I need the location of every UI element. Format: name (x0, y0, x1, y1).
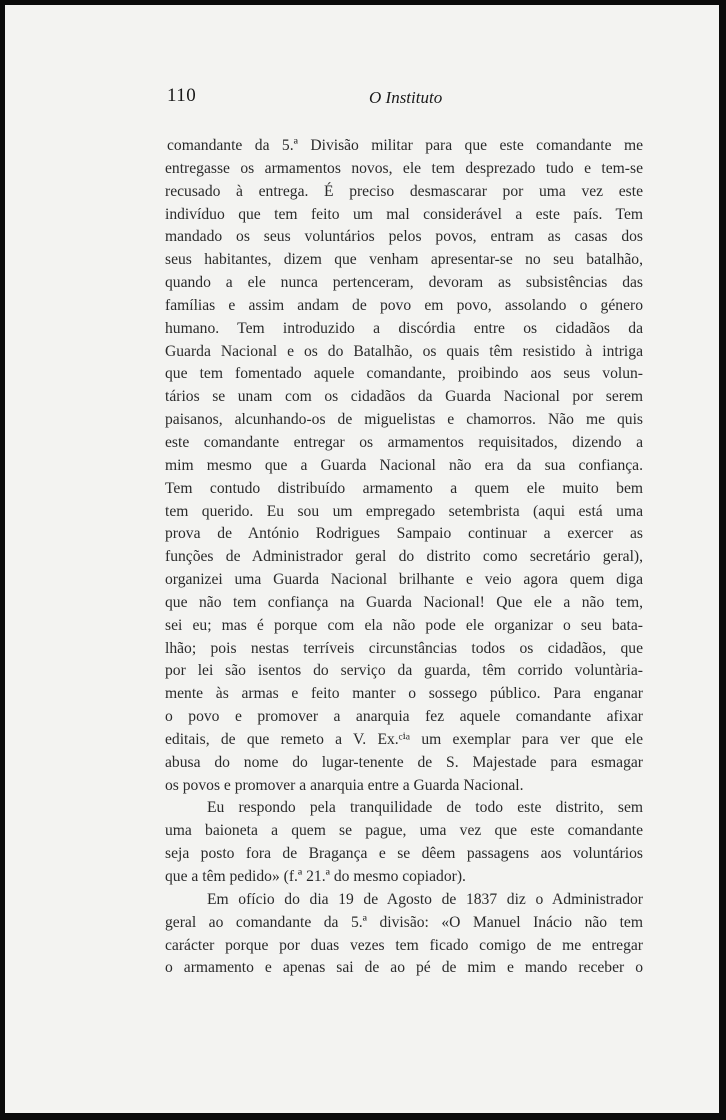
text-line: lhão; pois nestas terríveis circunstâncias todos os cidadãos, que (165, 639, 643, 657)
text-line: abusa do nome do lugar-tenente de S. Majestade para esmagar (165, 753, 643, 771)
page-number: 110 (167, 85, 197, 106)
text-line: geral ao comandante da 5.ª divisão: «O Manuel Inácio não tem (165, 913, 643, 931)
book-page (5, 5, 719, 1113)
text-line: comandante da 5.ª Divisão militar para que este comandante me (167, 137, 643, 154)
text-line: paisanos, alcunhando-os de miguelistas e chamorros. Não me quis (165, 411, 643, 429)
text-line: carácter porque por duas vezes tem ficado comigo de me entregar (165, 936, 643, 954)
text-line: seja posto fora de Bragança e se dêem passagens aos voluntários (165, 845, 643, 863)
text-line: que tem fomentado aquele comandante, proibindo aos seus volun- (165, 365, 643, 383)
text-line: funções de Administrador geral do distrito como secretário geral), (165, 548, 643, 566)
text-line: o povo e promover a anarquia fez aquele comandante afixar (165, 708, 643, 726)
text-line: sei eu; mas é porque com ela não pode ele organizar o seu bata- (165, 616, 643, 634)
text-line: organizei uma Guarda Nacional brilhante e veio agora quem diga (165, 571, 643, 589)
text-line: humano. Tem introduzido a discórdia entre os cidadãos da (165, 319, 643, 337)
text-line: Guarda Nacional e os do Batalhão, os quais têm resistido à intriga (165, 342, 643, 360)
text-line: recusado à entrega. É preciso desmascarar por uma vez este (165, 182, 643, 200)
text-line: o armamento e apenas sai de ao pé de mim e mando receber o (165, 959, 643, 977)
running-title: O Instituto (369, 88, 443, 107)
text-line: os povos e promover a anarquia entre a Guarda Nacional. (165, 776, 524, 794)
text-line: Em ofício do dia 19 de Agosto de 1837 diz o Administrador (207, 890, 643, 908)
text-line: tem querido. Eu sou um empregado setembrista (aqui está uma (165, 502, 643, 520)
text-line: mente às armas e feito manter o sossego público. Para enganar (165, 685, 643, 703)
text-line: mim mesmo que a Guarda Nacional não era da sua confiança. (165, 456, 643, 474)
text-line: indivíduo que tem feito um mal considerável a este país. Tem (165, 205, 643, 223)
text-line: seus habitantes, dizem que venham apresentar-se no seu batalhão, (165, 251, 643, 269)
text-line: quando a ele nunca pertenceram, devoram as subsistências das (165, 274, 643, 292)
text-line: Tem contudo distribuído armamento a quem ele muito bem (165, 479, 643, 497)
text-line: tários se unam com os cidadãos da Guarda Nacional por serem (165, 388, 643, 406)
text-line: famílias e assim andam de povo em povo, assolando o género (165, 296, 643, 314)
body-text (165, 135, 643, 980)
text-line: por lei são isentos do serviço da guarda, têm corrido voluntària- (165, 662, 643, 680)
text-line: uma baioneta a quem se pague, uma vez que este comandante (165, 822, 643, 840)
text-line: entregasse os armamentos novos, ele tem desprezado tudo e tem-se (165, 159, 643, 177)
text-line: que a têm pedido» (f.ª 21.ª do mesmo copiador). (165, 868, 466, 885)
text-line: este comandante entregar os armamentos requisitados, dizendo a (165, 433, 643, 451)
text-line: que não tem confiança na Guarda Nacional! Que ele a não tem, (165, 593, 643, 611)
text-line: editais, de que remeto a V. Ex.ᶜⁱᵃ um exemplar para ver que ele (165, 730, 643, 748)
page-header (167, 85, 647, 115)
text-line: prova de António Rodrigues Sampaio continuar a exercer as (165, 525, 643, 543)
text-line: Eu respondo pela tranquilidade de todo este distrito, sem (207, 799, 643, 817)
text-line: mandado os seus voluntários pelos povos, entram as casas dos (165, 228, 643, 246)
